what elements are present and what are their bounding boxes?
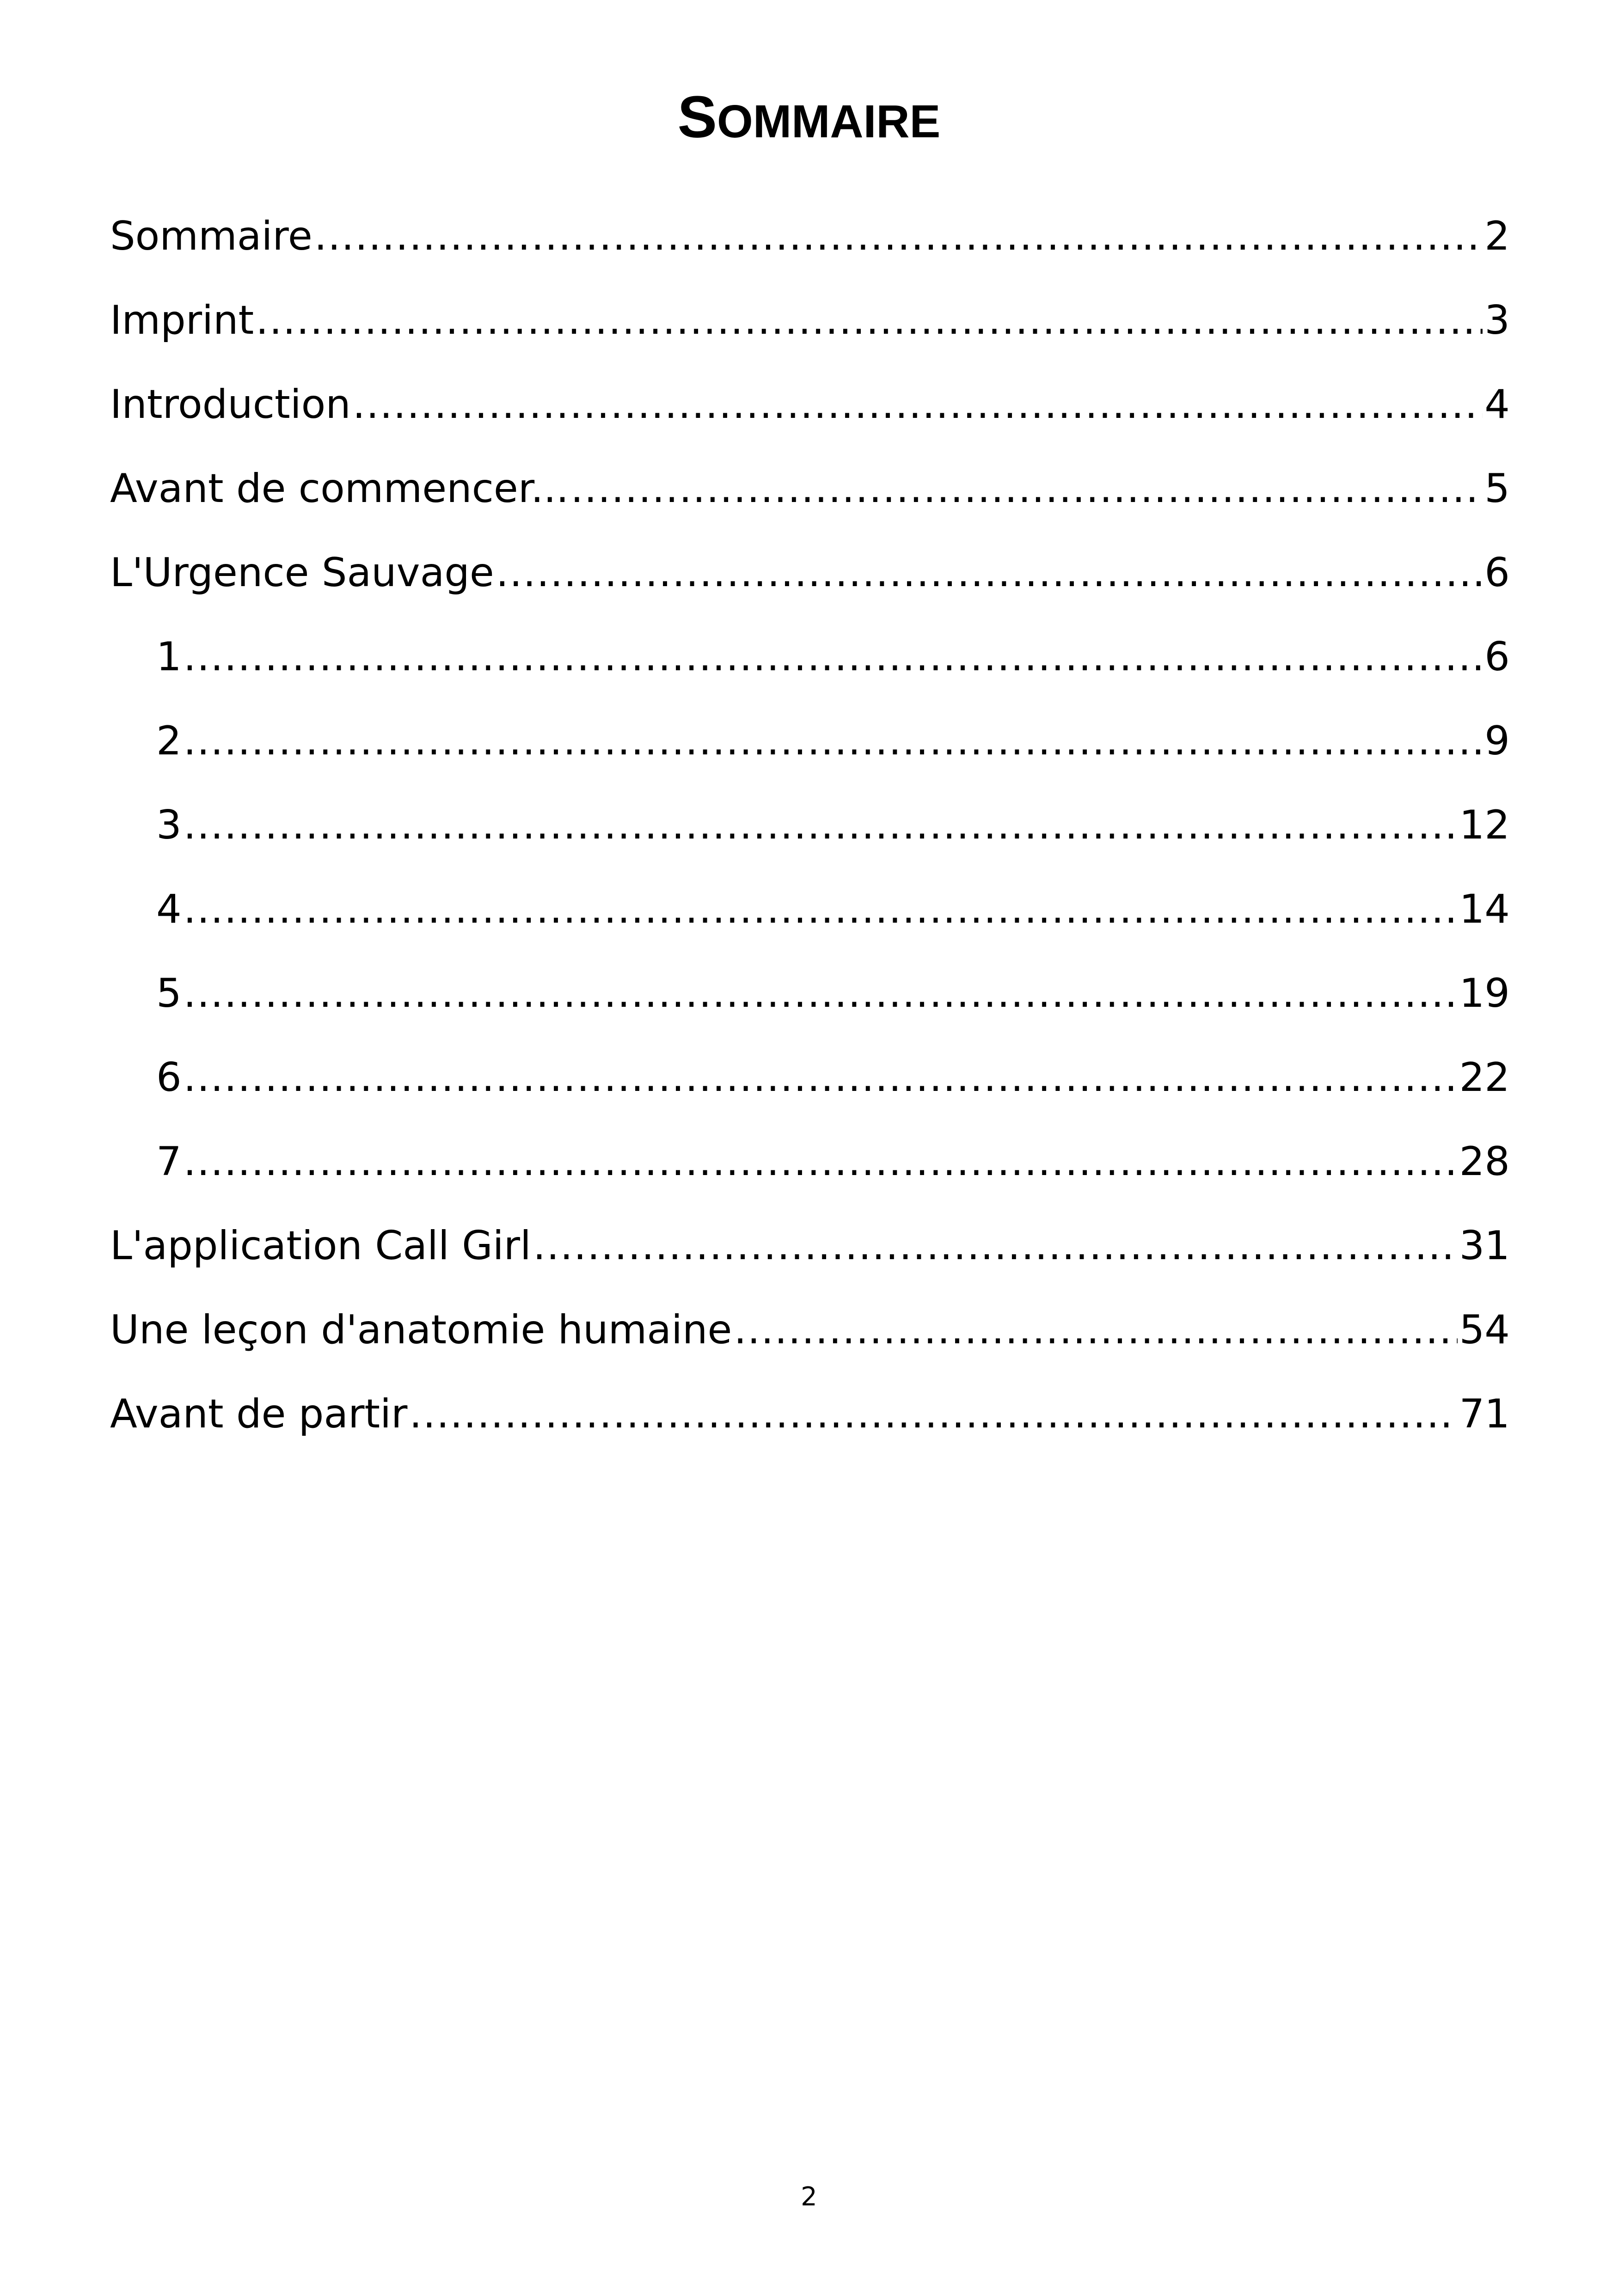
toc-entry-label: 2 [156,718,182,764]
toc-entry-label: Sommaire [110,213,313,259]
toc-subentry-4[interactable] [110,867,1510,951]
toc-entry-label: Avant de partir [110,1391,408,1437]
toc-dot-leader [184,783,1458,867]
toc-entry-application-call-girl[interactable] [110,1204,1510,1288]
toc-dot-leader [496,531,1483,615]
toc-entry-label: Introduction [110,381,351,428]
title-rest: OMMAIRE [717,96,941,147]
toc-dot-leader [184,1035,1458,1120]
toc-dot-leader [184,1120,1458,1204]
toc-entry-label: 5 [156,970,182,1016]
toc-entry-page: 9 [1484,718,1510,764]
toc-entry-page: 28 [1459,1139,1510,1185]
toc-entry-label: L'Urgence Sauvage [110,550,494,596]
toc-entry-page: 3 [1484,297,1510,343]
toc-entry-page: 5 [1484,465,1510,512]
toc-entry-label: 3 [156,802,182,848]
page-number: 2 [801,2182,817,2212]
toc-entry-page: 54 [1459,1307,1510,1353]
title-first-letter: S [677,84,717,150]
toc-subentry-3[interactable] [110,783,1510,867]
toc-dot-leader [409,1372,1457,1456]
toc-entry-label: Avant de commencer... [110,465,569,512]
toc-dot-leader [184,867,1458,951]
toc-entry-introduction[interactable] [110,362,1510,447]
toc-entry-page: 12 [1459,802,1510,848]
toc-entry-lecon-anatomie[interactable] [110,1288,1510,1372]
toc-dot-leader [314,194,1483,278]
toc-entry-imprint[interactable] [110,278,1510,362]
toc-entry-page: 14 [1459,886,1510,932]
toc-dot-leader [184,615,1483,699]
toc-entry-label: 1 [156,634,182,680]
toc-entry-label: Imprint [110,297,254,343]
toc-entry-page: 31 [1459,1223,1510,1269]
toc-dot-leader [353,362,1483,447]
toc-subentry-6[interactable] [110,1035,1510,1120]
toc-entry-urgence-sauvage[interactable] [110,531,1510,615]
toc-entry-page: 71 [1459,1391,1510,1437]
toc-entry-label: Une leçon d'anatomie humaine [110,1307,732,1353]
toc-dot-leader [256,278,1483,362]
toc-dot-leader [734,1288,1457,1372]
toc-entry-avant-de-partir[interactable] [110,1372,1510,1456]
toc-entry-sommaire[interactable] [110,194,1510,278]
toc-entry-page: 22 [1459,1054,1510,1101]
toc-dot-leader [184,951,1458,1035]
toc-subentry-5[interactable] [110,951,1510,1035]
toc-subentry-7[interactable] [110,1120,1510,1204]
toc-entry-label: 7 [156,1139,182,1185]
toc-dot-leader [184,699,1483,783]
toc-entry-label: L'application Call Girl [110,1223,531,1269]
toc-entry-label: 6 [156,1054,182,1101]
toc-subentry-2[interactable] [110,699,1510,783]
toc-entry-page: 2 [1484,213,1510,259]
toc-dot-leader [533,1204,1458,1288]
toc-entry-avant-de-commencer[interactable] [110,447,1510,531]
toc-entry-page: 6 [1484,550,1510,596]
toc-entry-label: 4 [156,886,182,932]
toc-entry-page: 6 [1484,634,1510,680]
toc-entry-page: 19 [1459,970,1510,1016]
toc-entry-page: 4 [1484,381,1510,428]
page-title [0,84,1618,150]
toc-dot-leader [570,447,1483,531]
toc-subentry-1[interactable] [110,615,1510,699]
table-of-contents [110,194,1510,1456]
